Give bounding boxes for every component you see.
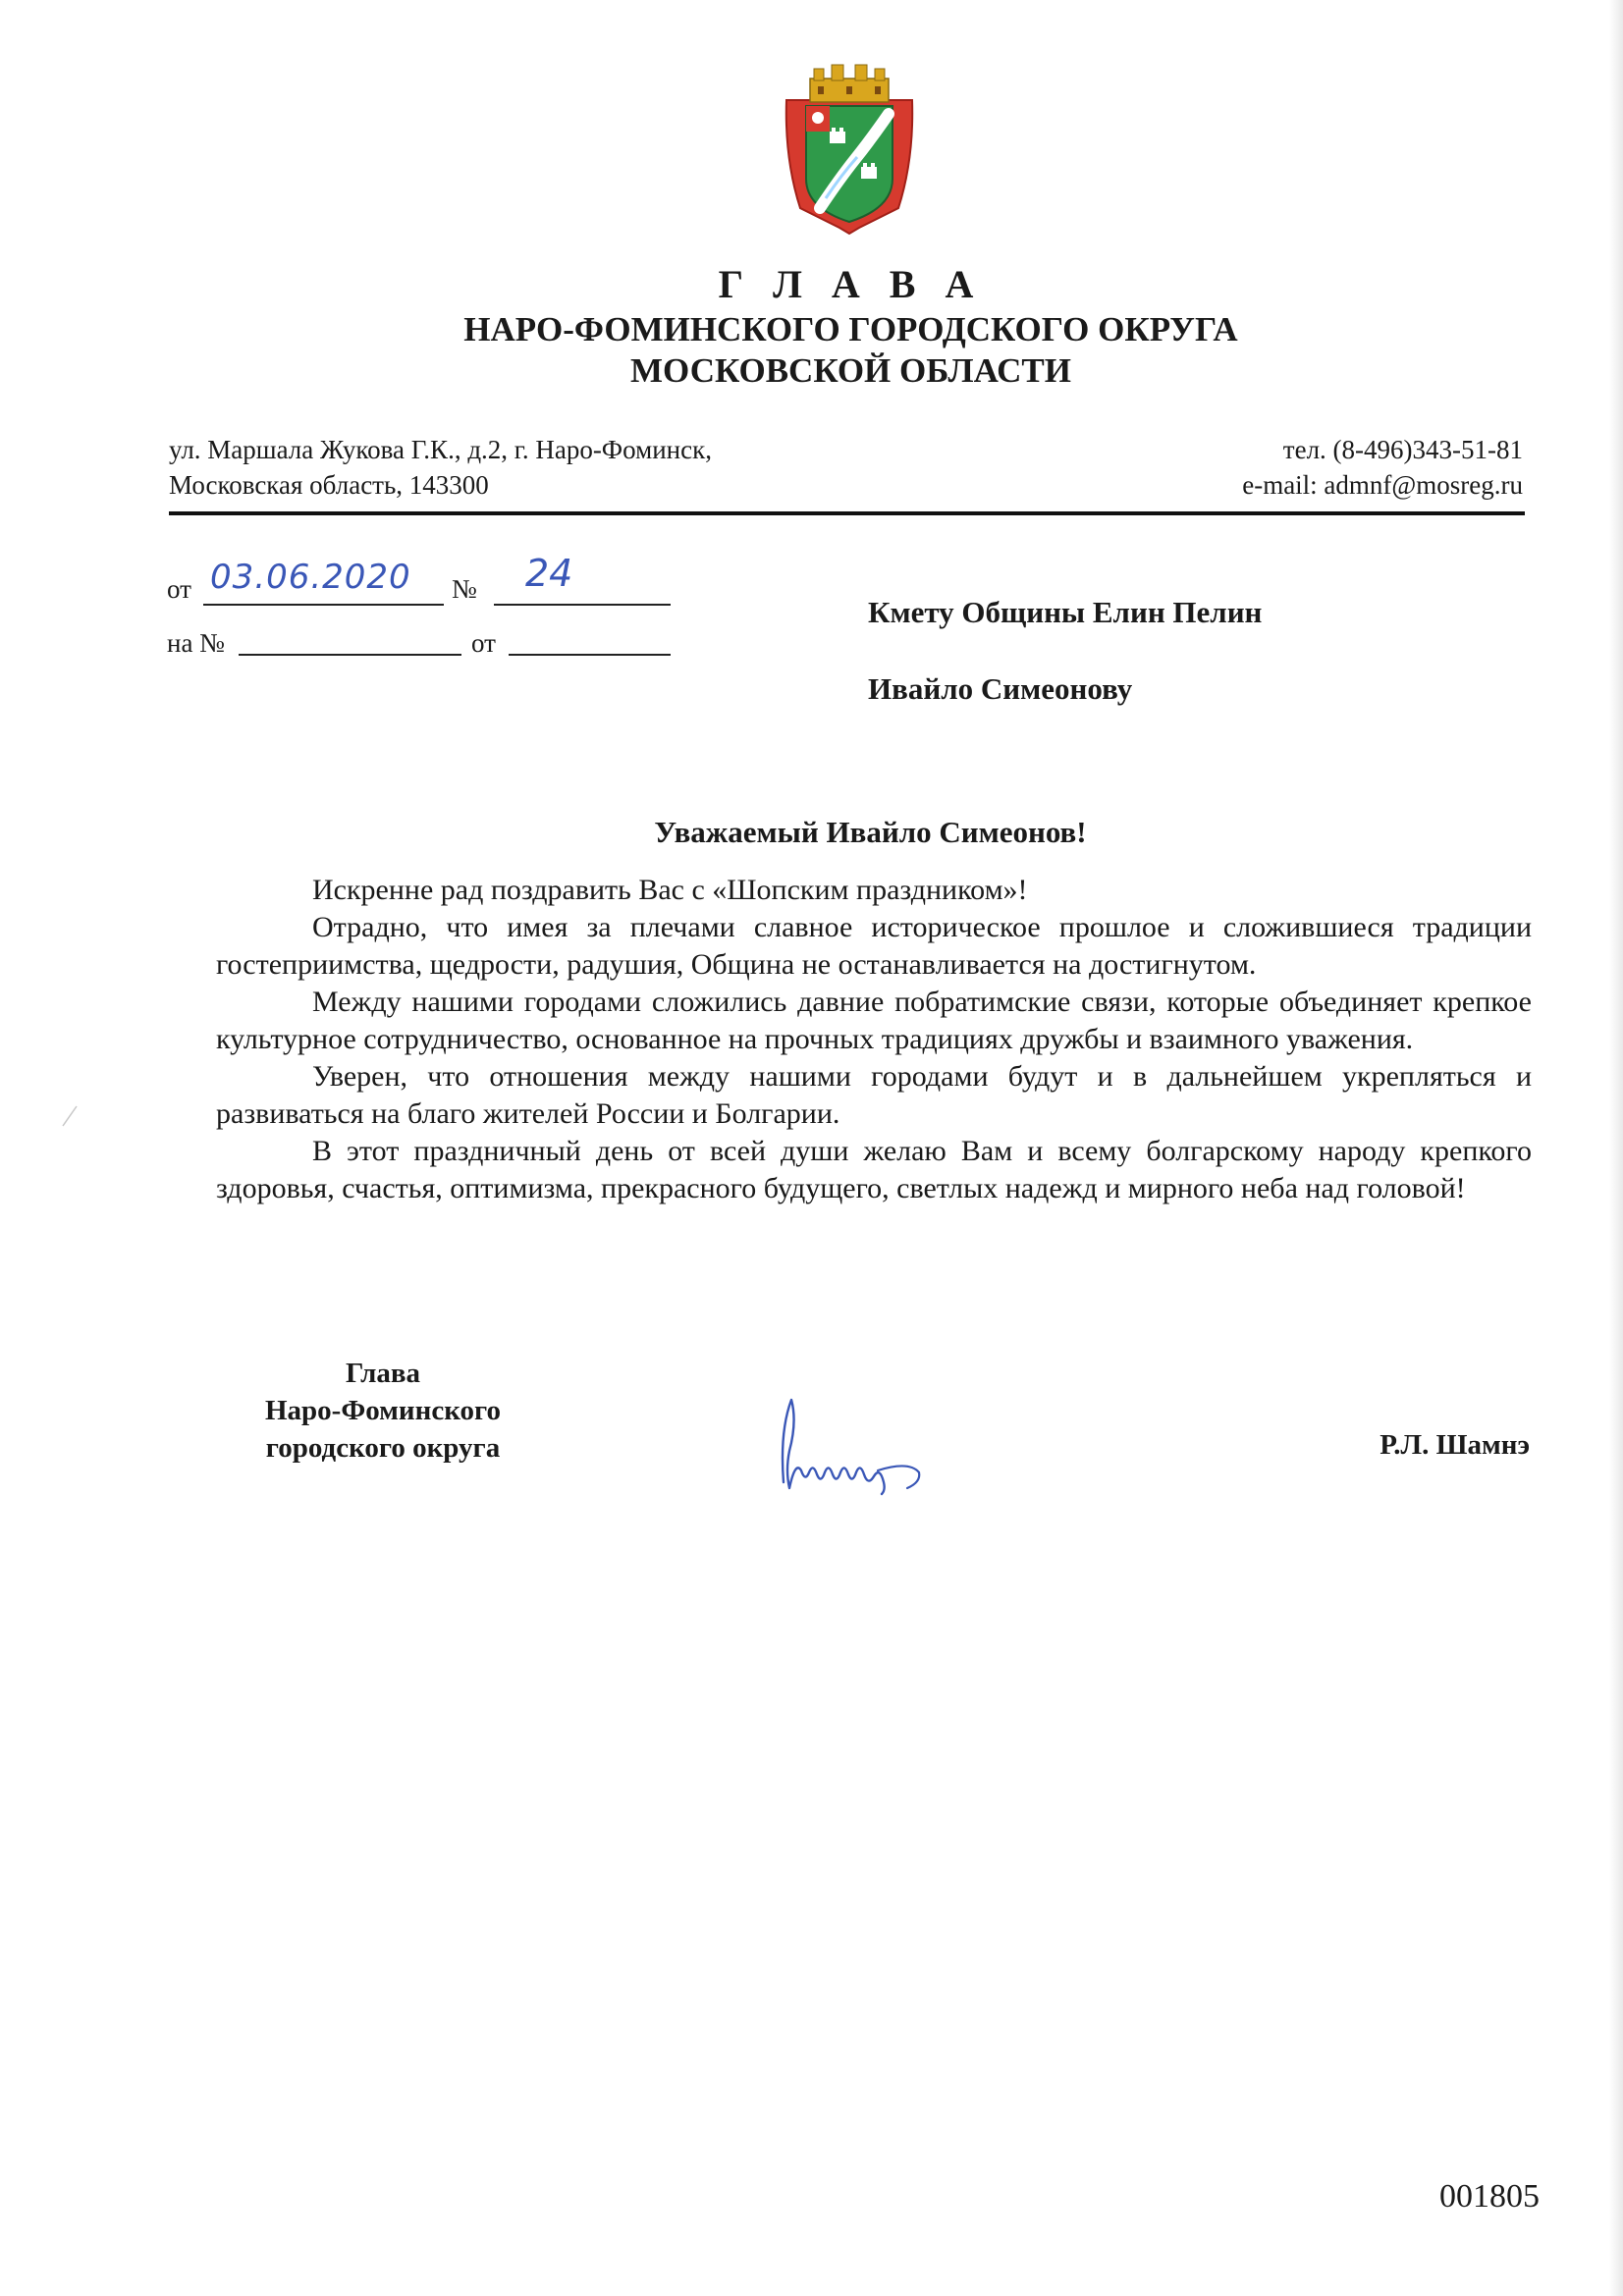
reg-date-label: от — [167, 574, 191, 604]
reply-date-underline — [509, 654, 671, 656]
reg-number-label: № — [452, 574, 477, 604]
reply-number-label: на № — [167, 628, 225, 658]
phone-text: тел. (8-496)343-51-81 — [1282, 435, 1523, 464]
addressee-line2: Ивайло Симеонову — [868, 671, 1133, 706]
address-line1: ул. Маршала Жукова Г.К., д.2, г. Наро-Фоминск, — [169, 435, 712, 464]
coat-of-arms-emblem — [781, 61, 918, 236]
email-text: e-mail: admnf@mosreg.ru — [1242, 470, 1523, 500]
addressee-line1: Кмету Общины Елин Пелин — [868, 595, 1263, 629]
body-paragraph-2: Отрадно, что имея за плечами славное историческое прошлое и сложившиеся традиции гостеприимства, щедрости, радушия, Община не останавливается на достигнутом. — [216, 911, 1532, 981]
signatory-name: Р.Л. Шамнэ — [1380, 1429, 1530, 1461]
reg-date-underline — [203, 604, 444, 606]
document-subtitle-line1: НАРО-ФОМИНСКОГО ГОРОДСКОГО ОКРУГА — [463, 310, 1238, 348]
signatory-position-line2: Наро-Фоминского — [264, 1395, 501, 1426]
body-paragraph-5: В этот праздничный день от всей души желаю Вам и всему болгарскому народу крепкого здоровья, счастья, оптимизма, прекрасного будущего, светлых надежд и мирного неба над головой! — [216, 1135, 1532, 1204]
handwritten-signature — [772, 1392, 939, 1500]
reply-number-underline — [239, 654, 461, 656]
body-paragraph-1: Искренне рад поздравить Вас с «Шопским праздником»! — [312, 874, 1028, 906]
body-paragraph-3: Между нашими городами сложились давние побратимские связи, которые объединяет крепкое культурное сотрудничество, основанное на прочных традициях дружбы и взаимного уважения. — [216, 986, 1532, 1055]
document-serial-number: 001805 — [1439, 2178, 1540, 2215]
signatory-position — [236, 1355, 530, 1467]
handwritten-date: 03.06.2020 — [210, 558, 411, 597]
address-line2: Московская область, 143300 — [169, 470, 489, 500]
document-subtitle-line2: МОСКОВСКОЙ ОБЛАСТИ — [630, 351, 1071, 390]
address-block — [169, 432, 712, 503]
body-paragraph-4: Уверен, что отношения между нашими городами будут и в дальнейшем укрепляться и развиваться на благо жителей России и Болгарии. — [216, 1060, 1532, 1130]
document-title: Г Л А В А — [718, 262, 984, 306]
handwritten-number: 24 — [525, 552, 573, 595]
signatory-position-line1: Глава — [345, 1358, 421, 1389]
reply-date-label: от — [471, 628, 496, 658]
header-divider — [169, 511, 1525, 515]
reg-number-underline — [494, 604, 671, 606]
salutation: Уважаемый Ивайло Симеонов! — [654, 815, 1087, 849]
contacts-block — [1242, 432, 1523, 503]
letter-body — [216, 872, 1532, 1207]
scan-mark — [61, 1104, 79, 1128]
signatory-position-line3: городского округа — [265, 1432, 501, 1464]
